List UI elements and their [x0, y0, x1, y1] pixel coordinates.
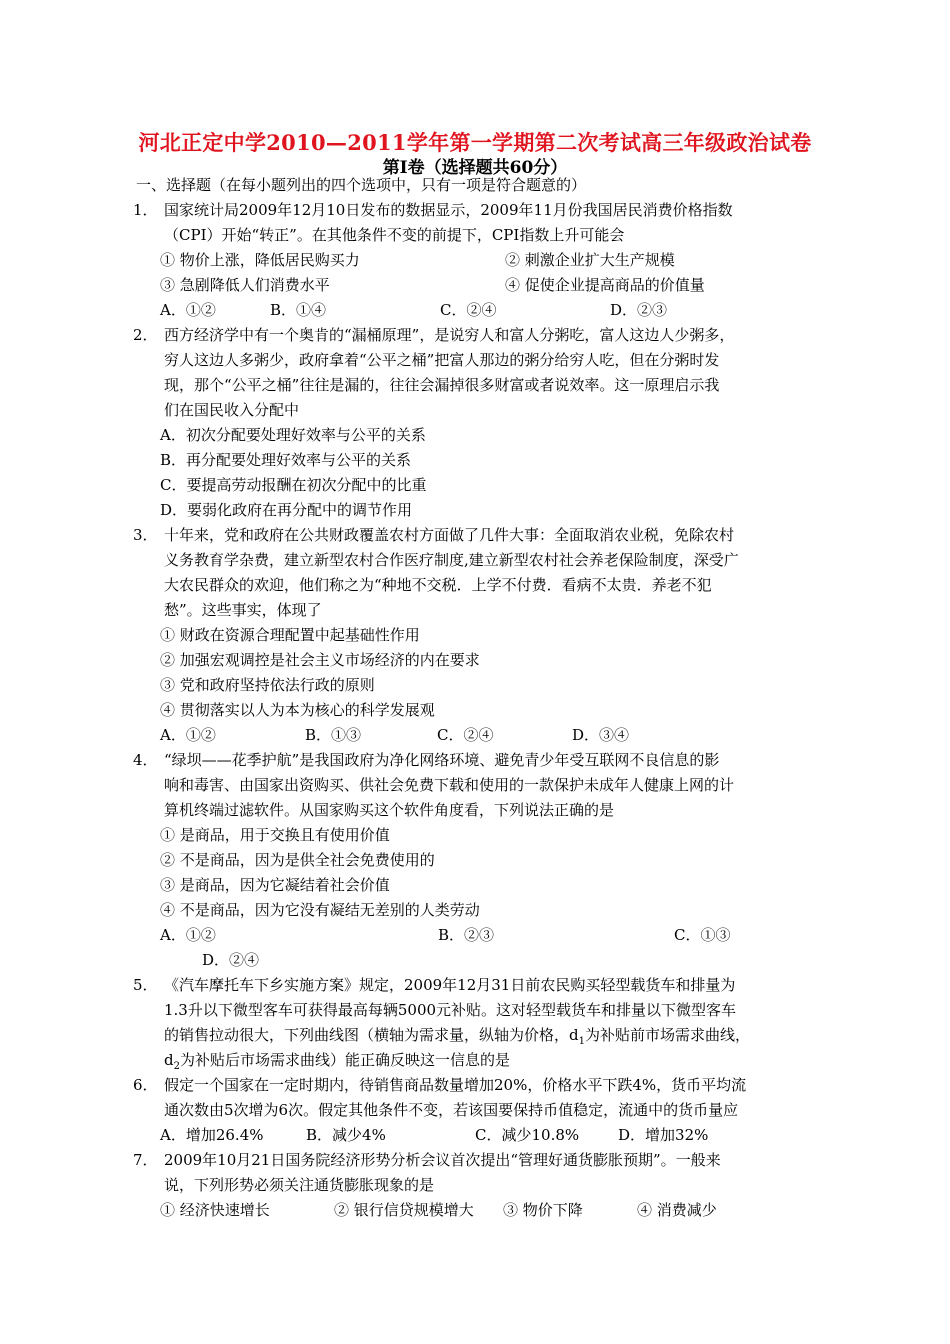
- statement: ④ 消费减少: [637, 1201, 717, 1219]
- question-text-line: 现，那个“公平之桶”往往是漏的，往往会漏掉很多财富或者说效率。这一原理启示我: [164, 376, 720, 394]
- line-text: 为补贴前市场需求曲线，: [584, 1026, 750, 1044]
- option: B．②③: [438, 926, 495, 944]
- option: B．①③: [305, 726, 362, 744]
- option: A．初次分配要处理好效率与公平的关系: [160, 426, 426, 444]
- statement: ③ 急剧降低人们消费水平: [160, 276, 330, 294]
- statement: ③ 是商品，因为它凝结着社会价值: [160, 876, 390, 894]
- option: A．①②: [160, 301, 216, 319]
- statement: ① 财政在资源合理配置中起基础性作用: [160, 626, 420, 644]
- option: D．增加32%: [618, 1126, 709, 1144]
- question-number: 2．: [133, 326, 158, 344]
- option: C．②④: [440, 301, 497, 319]
- option: A．①②: [160, 926, 216, 944]
- question-text-line: 西方经济学中有一个奥肯的“漏桶原理”，是说穷人和富人分粥吃，富人这边人少粥多，: [164, 326, 735, 344]
- question-number: 1．: [133, 201, 158, 219]
- question-text-line: [164, 1050, 510, 1077]
- question-text-line: 说，下列形势必须关注通货膨胀现象的是: [164, 1176, 435, 1194]
- question-text-line: 《汽车摩托车下乡实施方案》规定，2009年12月31日前农民购买轻型载货车和排量为: [164, 976, 736, 994]
- question-text-line: 算机终端过滤软件。从国家购买这个软件角度看，下列说法正确的是: [164, 801, 615, 819]
- option: D．②③: [610, 301, 668, 319]
- question-text-line: [164, 1025, 750, 1052]
- option: A．①②: [160, 726, 216, 744]
- statement: ③ 党和政府坚持依法行政的原则: [160, 676, 375, 694]
- question-number: 5．: [133, 976, 158, 994]
- subscript: 2: [173, 1061, 180, 1072]
- question-text-line: 通次数由5次增为6次。假定其他条件不变，若该国要保持币值稳定，流通中的货币量应: [164, 1101, 739, 1119]
- question-number: 3．: [133, 526, 158, 544]
- statement: ② 加强宏观调控是社会主义市场经济的内在要求: [160, 651, 480, 669]
- statement: ② 银行信贷规模增大: [334, 1201, 474, 1219]
- option: D．②④: [202, 951, 260, 969]
- question-text-line: 1.3升以下微型客车可获得最高每辆5000元补贴。这对轻型载货车和排量以下微型客车: [164, 1001, 737, 1019]
- statement: ② 不是商品，因为是供全社会免费使用的: [160, 851, 435, 869]
- question-text-line: 假定一个国家在一定时期内，待销售商品数量增加20%，价格水平下跌4%，货币平均流: [164, 1076, 747, 1094]
- statement: ④ 促使企业提高商品的价值量: [505, 276, 705, 294]
- question-number: 4．: [133, 751, 158, 769]
- option: D．③④: [572, 726, 630, 744]
- question-text-line: 穷人这边人多粥少，政府拿着“公平之桶”把富人那边的粥分给穷人吃，但在分粥时发: [164, 351, 720, 369]
- question-text-line: “绿坝——花季护航”是我国政府为净化网络环境、避免青少年受互联网不良信息的影: [164, 751, 720, 769]
- section-title: 第Ⅰ卷（选择题共60分）: [382, 158, 568, 178]
- option: C．②④: [437, 726, 494, 744]
- question-text-line: 愁”。这些事实，体现了: [164, 601, 322, 619]
- line-text: 的销售拉动很大，下列曲线图（横轴为需求量，纵轴为价格，d: [164, 1026, 579, 1044]
- question-text-line: 响和毒害、由国家出资购买、供社会免费下载和使用的一款保护未成年人健康上网的计: [164, 776, 735, 794]
- statement: ② 刺激企业扩大生产规模: [505, 251, 675, 269]
- question-text-line: 2009年10月21日国务院经济形势分析会议首次提出“管理好通货膨胀预期”。一般来: [164, 1151, 721, 1169]
- option: C．减少10.8%: [475, 1126, 580, 1144]
- statement: ③ 物价下降: [503, 1201, 583, 1219]
- question-text-line: （CPI）开始“转正”。在其他条件不变的前提下，CPI指数上升可能会: [164, 226, 625, 244]
- question-text-line: 大农民群众的欢迎，他们称之为“种地不交税．上学不付费．看病不太贵．养老不犯: [164, 576, 712, 594]
- option: C．①③: [674, 926, 731, 944]
- option: D．要弱化政府在再分配中的调节作用: [160, 501, 413, 519]
- option: B．①④: [270, 301, 327, 319]
- subscript: 1: [578, 1036, 585, 1047]
- option: A．增加26.4%: [160, 1126, 264, 1144]
- question-text-line: 国家统计局2009年12月10日发布的数据显示，2009年11月份我国居民消费价格指数: [164, 201, 733, 219]
- option: C．要提高劳动报酬在初次分配中的比重: [160, 476, 427, 494]
- question-text-line: 义务教育学杂费，建立新型农村合作医疗制度,建立新型农村社会养老保险制度，深受广: [164, 551, 739, 569]
- statement: ④ 贯彻落实以人为本为核心的科学发展观: [160, 701, 435, 719]
- statement: ① 是商品，用于交换且有使用价值: [160, 826, 390, 844]
- question-text-line: 十年来，党和政府在公共财政覆盖农村方面做了几件大事：全面取消农业税，免除农村: [164, 526, 735, 544]
- statement: ① 物价上涨，降低居民购买力: [160, 251, 360, 269]
- question-number: 6．: [133, 1076, 158, 1094]
- statement: ① 经济快速增长: [160, 1201, 270, 1219]
- exam-title: 河北正定中学2010—2011学年第一学期第二次考试高三年级政治试卷: [138, 130, 812, 155]
- line-text: d: [164, 1051, 174, 1069]
- question-text-line: 们在国民收入分配中: [164, 401, 300, 419]
- section-header: 一、选择题（在每小题列出的四个选项中，只有一项是符合题意的）: [136, 176, 587, 194]
- option: B．减少4%: [306, 1126, 386, 1144]
- line-text: 为补贴后市场需求曲线）能正确反映这一信息的是: [179, 1051, 510, 1069]
- option: B．再分配要处理好效率与公平的关系: [160, 451, 412, 469]
- question-number: 7．: [133, 1151, 158, 1169]
- statement: ④ 不是商品，因为它没有凝结无差别的人类劳动: [160, 901, 480, 919]
